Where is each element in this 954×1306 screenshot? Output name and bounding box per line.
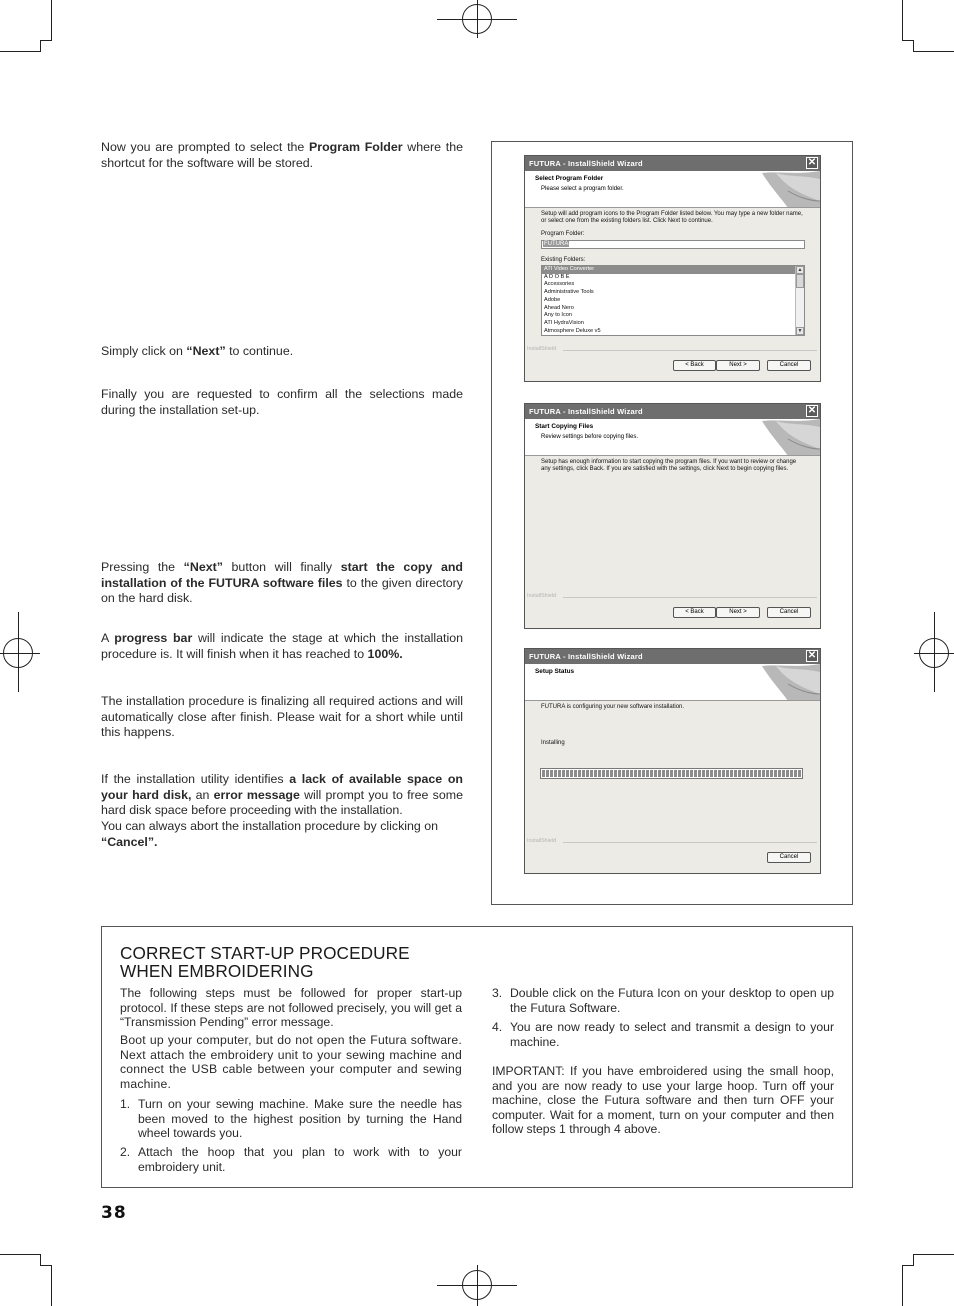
list-item	[120, 1145, 462, 1174]
scroll-down-icon[interactable]: ▼	[797, 328, 803, 334]
dialog-separator	[563, 350, 817, 351]
dialog-description: FUTURA is configuring your new software installation.	[541, 704, 685, 710]
step-text: You are now ready to select and transmit a design to your machine.	[510, 1020, 834, 1049]
dialog-title: FUTURA - InstallShield Wizard	[529, 652, 643, 661]
list-item[interactable]: Accessories	[544, 281, 575, 288]
back-button[interactable]: < Back	[673, 607, 716, 618]
paragraph-click-next: Simply click on “Next” to continue.	[101, 344, 294, 358]
list-item[interactable]: Adobe	[544, 296, 561, 303]
paragraph-progress-bar: A progress bar will indicate the stage at which the installation procedure is. It will finish when it has reached to 100%.	[101, 631, 464, 661]
next-button[interactable]: Next >	[716, 360, 760, 371]
paragraph-finalizing: The installation procedure is finalizing all required actions and will automatically close after finish. Please wait for a short while until this happens.	[101, 694, 463, 740]
step-number: 4.	[492, 1020, 503, 1034]
page-number: 38	[101, 1203, 127, 1223]
installshield-watermark: InstallShield	[527, 838, 557, 844]
list-item	[120, 1097, 462, 1141]
dialog-separator	[563, 597, 817, 598]
scroll-up-icon[interactable]: ▲	[797, 267, 803, 273]
paragraph-start-copy: Pressing the “Next” button will finally start the copy and installation of the FUTURA software files to the given directory on the hard disk.	[101, 560, 463, 606]
box-boot: Boot up your computer, but do not open the Futura software. Next attach the embroidery unit to your sewing machine and connect the USB cable between your computer and sewing machine.	[120, 1033, 462, 1091]
dialog-heading: Start Copying Files	[535, 423, 594, 430]
dialog-header	[525, 171, 820, 208]
step-text: Attach the hoop that you plan to work with to your embroidery unit.	[138, 1145, 462, 1174]
program-folder-label: Program Folder:	[541, 231, 585, 237]
list-item[interactable]: ATI HydraVision	[544, 319, 584, 326]
installshield-watermark: InstallShield	[527, 346, 557, 352]
startup-procedure-box	[101, 926, 853, 1188]
dialog-setup-status	[524, 648, 821, 874]
existing-folders-label: Existing Folders:	[541, 257, 586, 263]
dialog-title: FUTURA - InstallShield Wizard	[529, 407, 643, 416]
paragraph-cancel: You can always abort the installation procedure by clicking on “Cancel”.	[101, 819, 439, 849]
program-folder-value: FUTURA	[544, 241, 569, 247]
dialog-subheading: Review settings before copying files.	[541, 434, 639, 440]
cancel-button[interactable]: Cancel	[767, 607, 811, 618]
dialog-title: FUTURA - InstallShield Wizard	[529, 159, 643, 168]
paragraph-disk-space: If the installation utility identifies a lack of available space on your hard disk, an error message will prompt you to free some hard disk space before proceeding with the installation.	[101, 772, 463, 818]
installshield-art-icon	[758, 419, 820, 456]
install-progress-bar	[540, 768, 803, 779]
dialog-header	[525, 664, 820, 701]
list-item	[492, 1020, 834, 1049]
list-item[interactable]: A D O B E	[544, 273, 570, 280]
dialog-titlebar	[525, 649, 820, 664]
dialog-heading: Setup Status	[535, 668, 575, 675]
existing-folders-list[interactable]	[541, 265, 805, 336]
installshield-art-icon	[758, 664, 820, 701]
list-item[interactable]: Any to Icon	[544, 312, 572, 319]
list-item	[492, 986, 834, 1015]
list-scrollbar[interactable]	[795, 266, 804, 335]
step-text: Turn on your sewing machine. Make sure the needle has been moved to the highest position by turning the Hand wheel towards you.	[138, 1097, 462, 1141]
cancel-button[interactable]: Cancel	[767, 360, 811, 371]
dialog-select-program-folder	[524, 155, 821, 382]
step-text: Double click on the Futura Icon on your desktop to open up the Futura Software.	[510, 986, 834, 1015]
list-item[interactable]: Atmosphere Deluxe v5	[544, 327, 601, 334]
paragraph-select-folder: Now you are prompted to select the Program Folder where the shortcut for the software will be stored.	[101, 140, 464, 170]
installshield-art-icon	[758, 171, 820, 208]
step-number: 3.	[492, 986, 503, 1000]
list-item[interactable]: Ahead Nero	[544, 304, 574, 311]
program-folder-input[interactable]	[541, 240, 805, 249]
list-item[interactable]: Administrative Tools	[544, 289, 594, 296]
close-icon[interactable]: ✕	[807, 157, 817, 168]
dialog-header	[525, 419, 820, 456]
box-title-line2: WHEN EMBROIDERING	[120, 961, 314, 981]
progress-fill	[542, 770, 801, 777]
close-icon[interactable]: ✕	[807, 405, 817, 416]
cancel-button[interactable]: Cancel	[767, 852, 811, 863]
back-button[interactable]: < Back	[673, 360, 716, 371]
dialog-titlebar	[525, 156, 820, 171]
dialog-subheading: Please select a program folder.	[541, 186, 624, 192]
box-title-line1: CORRECT START-UP PROCEDURE	[120, 943, 410, 963]
dialog-separator	[563, 842, 817, 843]
installing-label: Installing	[541, 740, 565, 746]
scroll-thumb[interactable]	[796, 274, 804, 288]
step-number: 2.	[120, 1145, 131, 1159]
dialog-titlebar	[525, 404, 820, 419]
paragraph-confirm-selections: Finally you are requested to confirm all the selections made during the installation set-up.	[101, 387, 463, 417]
close-icon[interactable]: ✕	[807, 650, 817, 661]
installshield-watermark: InstallShield	[527, 593, 557, 599]
box-important: IMPORTANT: If you have embroidered using the small hoop, and you are now ready to use your large hoop. Turn off your machine, close the Futura software and then turn OFF your computer. Wait for a moment, turn on your computer and then follow steps 1 through 4 above.	[492, 1064, 834, 1137]
next-button[interactable]: Next >	[716, 607, 760, 618]
dialog-description: Setup will add program icons to the Program Folder listed below. You may type a new folder name, or select one from the existing folders list. Click Next to continue.	[541, 211, 803, 225]
box-title	[120, 944, 410, 980]
box-intro: The following steps must be followed for proper start-up protocol. If these steps are not followed precisely, you will get a “Transmission Pending” error message.	[120, 986, 462, 1030]
dialog-description: Setup has enough information to start copying the program files. If you want to review or change any settings, click Back. If you are satisfied with the settings, click Next to begin copying files.	[541, 459, 797, 473]
step-number: 1.	[120, 1097, 131, 1111]
list-item[interactable]: ATI Video Converter	[542, 266, 804, 274]
dialog-heading: Select Program Folder	[535, 175, 604, 182]
dialog-start-copying-files	[524, 403, 821, 629]
